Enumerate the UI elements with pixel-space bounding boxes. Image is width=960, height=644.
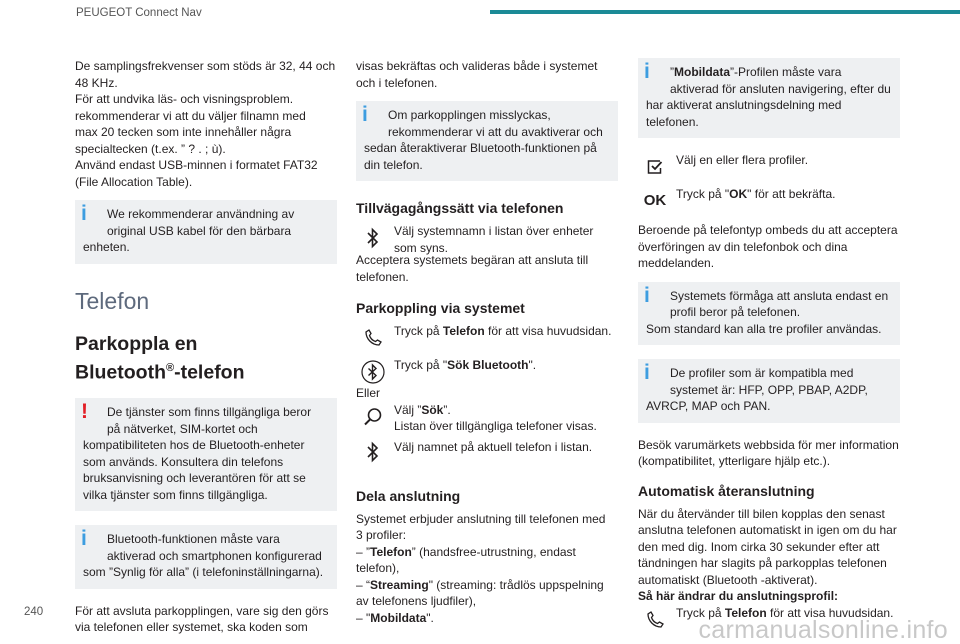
- text-line: telefon),: [356, 561, 400, 575]
- bluetooth-circle-icon: [356, 357, 390, 387]
- bold-text: Telefon: [370, 544, 412, 559]
- bold-text: Sök: [421, 402, 444, 417]
- warning-icon: !: [81, 400, 88, 423]
- text-line: Systemets förmåga att ansluta endast en: [670, 288, 889, 303]
- or-label: Eller: [356, 386, 381, 400]
- info-icon: i: [362, 103, 368, 126]
- text-line: av telefonens ljudfiler),: [356, 594, 477, 608]
- list-item: [356, 544, 618, 561]
- info-icon: i: [81, 527, 87, 550]
- ok-icon: OK: [643, 191, 667, 209]
- bold-text: Telefon: [724, 605, 767, 620]
- text-part: Tryck på: [394, 324, 443, 338]
- checkbox-icon: [638, 152, 672, 182]
- text-line: profil beror på telefonen.: [670, 305, 801, 319]
- text-line: rekommenderar vi att du avaktiverar och: [388, 124, 603, 139]
- text-line: AVRCP, MAP och PAN.: [646, 399, 771, 413]
- text-part: Tryck på ": [676, 187, 730, 201]
- text-line: Listan över tillgängliga telefoner visas.: [394, 419, 597, 433]
- text-line: För att avsluta parkopplingen, vare sig den görs: [75, 603, 329, 618]
- bold-line: [638, 588, 900, 605]
- text-line: (kompatibilitet, ytterligare hjälp etc.).: [638, 454, 831, 468]
- text-line: När du återvänder till bilen kopplas den senast: [638, 506, 885, 521]
- text-line: anslutna telefonen automatiskt in igen om du har: [638, 523, 897, 537]
- info-box-capability: [638, 282, 900, 346]
- registered-mark: ®: [165, 361, 175, 374]
- text-line: Använd endast USB-minnen i formatet FAT32: [75, 158, 318, 172]
- text-line: specialtecken (t.ex. ” ? . ; ù).: [75, 141, 226, 156]
- step-press-ok: [638, 186, 900, 216]
- step-text: Välj en eller flera profiler.: [676, 153, 809, 167]
- text-part: – ”: [356, 544, 371, 559]
- text-part: ”.: [443, 402, 451, 417]
- bold-text: Telefon: [442, 324, 485, 338]
- text-line: original USB kabel för den bärbara: [107, 223, 292, 238]
- text-part: " (streaming: trådlös uppspelning: [428, 577, 604, 592]
- bold-text: Sök Bluetooth: [447, 358, 529, 372]
- column-1: [75, 58, 337, 636]
- text-line: [646, 64, 892, 81]
- text-part: " för att bekräfta.: [747, 187, 836, 201]
- text-line: Som standard kan alla tre profiler användas.: [646, 321, 882, 336]
- text-line: rekommenderar vi att du väljer filnamn med: [75, 108, 306, 123]
- bold-text: OK: [729, 187, 748, 201]
- text-line: sedan återaktiverar Bluetooth-funktionen på: [364, 141, 597, 155]
- text-part: för att visa huvudsidan.: [484, 324, 612, 338]
- text-part: ".: [426, 610, 434, 625]
- info-box-pair-fail: [356, 101, 618, 181]
- heading-share: Dela anslutning: [356, 487, 461, 504]
- usb-intro-text: [75, 58, 337, 190]
- step-press-phone: [356, 323, 618, 353]
- text-line: max 20 tecken som inte innehåller några: [75, 125, 292, 139]
- unpair-text: [75, 603, 337, 636]
- text-line: Systemet erbjuder anslutning till telefonen med: [356, 511, 606, 526]
- column-2: [356, 58, 618, 626]
- text-part: Välj ”: [394, 402, 422, 417]
- text-line: 3 profiler:: [356, 528, 407, 542]
- text-line: 48 KHz.: [75, 75, 118, 90]
- text-line: De tjänster som finns tillgängliga beror: [107, 405, 312, 419]
- text-line: på nätverket, SIM-kortet och: [107, 421, 258, 436]
- text-part: ” (handsfree-utrustning, endast: [411, 544, 576, 559]
- text-part: ”-Profilen måste vara: [730, 65, 842, 79]
- step-search: [356, 402, 618, 435]
- list-item: [356, 610, 618, 627]
- info-icon: i: [644, 60, 650, 83]
- magnifier-icon: [356, 402, 390, 432]
- info-box-usb: [75, 200, 337, 264]
- info-icon: i: [81, 202, 87, 225]
- text-line: vilka tjänster som finns tillgängliga.: [83, 487, 268, 502]
- text-line: den med dig. Inom cirka 30 sekunder efter att: [638, 539, 880, 554]
- step-text: [394, 323, 618, 340]
- bold-text: Mobildata: [674, 65, 730, 79]
- text-line: Besök varumärkets webbsida för mer information: [638, 437, 899, 452]
- text-line: din telefon.: [364, 157, 423, 172]
- bluetooth-icon: [356, 223, 390, 253]
- section-title: Telefon: [75, 287, 150, 314]
- info-icon: i: [644, 283, 650, 307]
- header-accent-bar: [490, 10, 960, 14]
- bold-text: Så här ändrar du anslutningsprofil:: [638, 589, 839, 603]
- watermark: carmanualsonline.info: [698, 615, 948, 644]
- page-number: 240: [24, 606, 44, 618]
- step-text: [676, 186, 900, 203]
- list-item: [356, 577, 618, 594]
- text-line: De profiler som är kompatibla med: [670, 366, 854, 380]
- heading-via-phone: Tillvägagångssätt via telefonen: [356, 200, 564, 216]
- text-line: Bluetooth-funktionen måste vara: [107, 532, 280, 546]
- text-line: (File Allocation Table).: [75, 174, 193, 189]
- text-line: Om parkopplingen misslyckas,: [388, 108, 551, 122]
- text-line: och i telefonen.: [356, 75, 438, 90]
- info-box-compatible-profiles: [638, 359, 900, 423]
- heading-line: Parkoppla en: [75, 332, 198, 355]
- accept-text: [356, 252, 618, 285]
- text-line: systemet är: HFP, OPP, PBAP, A2DP,: [670, 382, 868, 397]
- text-line: aktiverad för ansluten navigering, efter du: [670, 81, 891, 96]
- text-line: Acceptera systemets begäran att ansluta till: [356, 253, 589, 267]
- text-part: – “: [356, 577, 371, 592]
- text-part: Tryck på ": [394, 358, 448, 372]
- step-select-profiles: [638, 152, 900, 182]
- confirm-text: [356, 58, 618, 91]
- text-line: telefonen.: [646, 114, 699, 129]
- phone-handset-icon: [638, 605, 672, 635]
- text-line: automatiskt (Bluetooth -aktiverat).: [638, 572, 818, 587]
- phonebook-text: [638, 222, 900, 272]
- text-line: som ”Synlig för alla” (i telefoninställningarna).: [83, 565, 324, 579]
- text-line: bruksanvisning och leverantören för att se: [83, 471, 306, 485]
- heading-via-system: Parkoppling via systemet: [356, 300, 525, 316]
- bold-text: Mobildata: [370, 610, 427, 625]
- text-line: [394, 402, 618, 419]
- heading-line: [75, 356, 337, 385]
- text-part: ".: [528, 358, 537, 372]
- header-title: PEUGEOT Connect Nav: [76, 7, 202, 19]
- info-box-mobile-data: [638, 58, 900, 138]
- text-line: meddelanden.: [638, 256, 715, 270]
- text-line: som syns.: [394, 240, 449, 255]
- text-line: har aktiverat anslutningsdelning med: [646, 98, 842, 112]
- website-text: [638, 437, 900, 470]
- text-line: Beroende på telefontyp ombeds du att acceptera: [638, 223, 898, 237]
- text-line: De samplingsfrekvenser som stöds är 32, 44 och: [75, 59, 336, 73]
- text-line: överföringen av din telefonbok och dina: [638, 239, 848, 254]
- text-line: We rekommenderar användning av: [107, 207, 295, 221]
- info-icon: i: [644, 361, 650, 384]
- column-3: [638, 58, 900, 639]
- text-part: ”: [670, 65, 674, 79]
- text-line: aktiverad och smartphonen konfigurerad: [107, 548, 322, 563]
- text-part: Tryck på: [676, 605, 725, 620]
- phone-handset-icon: [356, 323, 390, 353]
- step-search-bluetooth: [356, 357, 618, 387]
- text-line: För att undvika läs- och visningsproblem.: [75, 92, 294, 106]
- text-line: kompatibiliteten hos de Bluetooth-enheter: [83, 438, 305, 452]
- bold-text: Streaming: [370, 577, 429, 592]
- heading-part: Bluetooth: [75, 361, 166, 383]
- text-line: enheten.: [83, 240, 130, 254]
- info-box-bluetooth: [75, 525, 337, 589]
- heading-pair-bluetooth: [75, 332, 337, 385]
- text-line: tändningen har slagits på parkopplas telefonen: [638, 556, 887, 570]
- text-line: Välj systemnamn i listan över enheter: [394, 224, 594, 238]
- step-text: Välj namnet på aktuell telefon i listan.: [394, 439, 593, 454]
- step-text: [394, 357, 618, 374]
- text-line: som används. Konsultera din telefons: [83, 454, 284, 469]
- text-line: visas bekräftas och valideras både i systemet: [356, 59, 598, 73]
- text-line: via telefonen eller systemet, ska koden som: [75, 620, 308, 634]
- warning-box: [75, 398, 337, 511]
- text-line: telefonen.: [356, 269, 409, 284]
- text-part: för att visa huvudsidan.: [766, 605, 894, 620]
- text-part: – ": [356, 610, 371, 625]
- heading-part: -telefon: [174, 361, 245, 383]
- auto-reconnect-text: [638, 506, 900, 605]
- bluetooth-icon: [356, 437, 390, 467]
- heading-auto-reconnect: Automatisk återanslutning: [638, 482, 815, 499]
- share-text: [356, 511, 618, 627]
